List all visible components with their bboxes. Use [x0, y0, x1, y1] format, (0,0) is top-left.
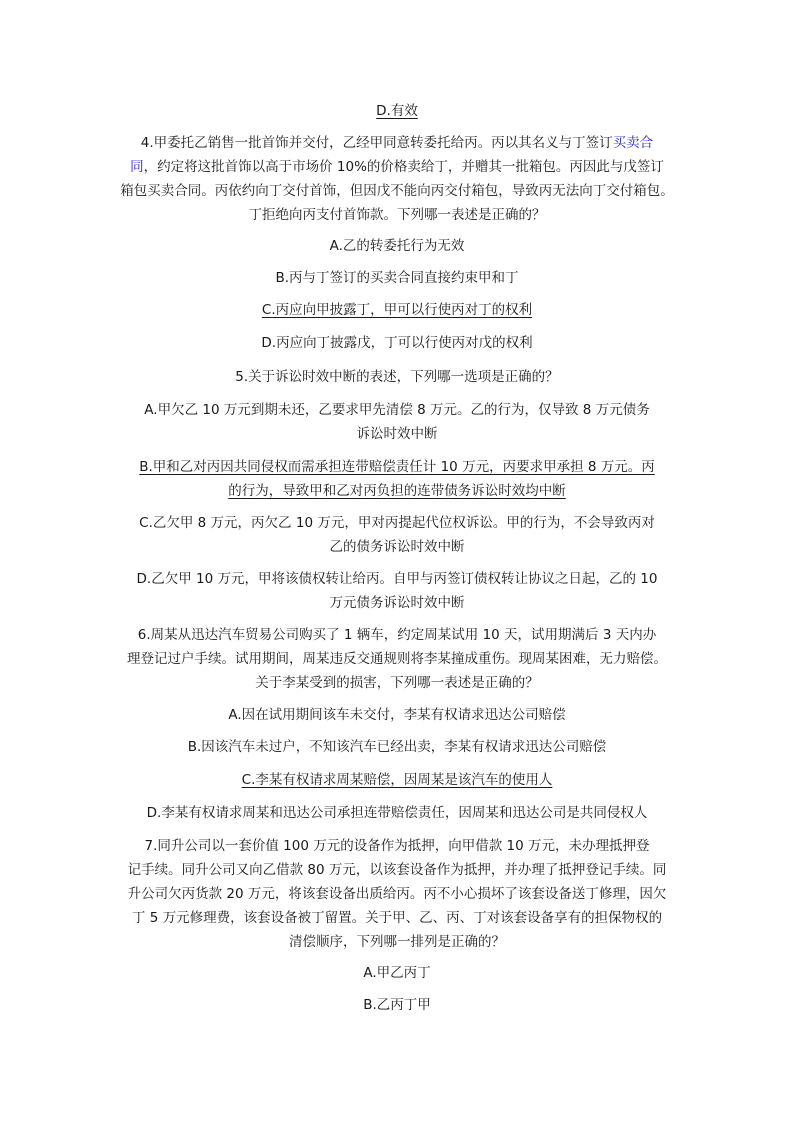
- q4-stem-line-2: [0, 157, 794, 177]
- q4-option-c: [0, 300, 794, 320]
- q4-stem-line-3: 箱包买卖合同。丙依约向丁交付首饰，但因戊不能向丙交付箱包，导致丙无法向丁交付箱包。: [120, 183, 674, 199]
- q5-option-b-text: 的行为，导致甲和乙对丙负担的连带债务诉讼时效均中断: [228, 483, 566, 499]
- q5-option-b-text: B.甲和乙对丙因共同侵权而需承担连带赔偿责任计 10 万元，丙要求甲承担 8 万元。丙: [139, 459, 655, 475]
- q5-option-a-line-1: A.甲欠乙 10 万元到期未还，乙要求甲先清偿 8 万元。乙的行为，仅导致 8 万元债务: [144, 402, 650, 418]
- q6-stem-line-3: 关于李某受到的损害，下列哪一表述是正确的？: [255, 675, 539, 691]
- q6-stem-line-2: 理登记过户手续。试用期间，周某违反交通规则将李某撞成重伤。现周某困难，无力赔偿。: [127, 651, 667, 667]
- q5-option-d-line-1: D.乙欠甲 10 万元，甲将该债权转让给丙。自甲与丙签订债权转让协议之日起，乙的 10: [136, 571, 658, 587]
- contract-link[interactable]: 买卖合: [612, 135, 654, 151]
- q4-option-a: A.乙的转委托行为无效: [329, 238, 465, 254]
- q6-option-c: [0, 770, 794, 790]
- q5-option-c-line-1: C.乙欠甲 8 万元，丙欠乙 10 万元，甲对丙提起代位权诉讼。甲的行为，不会导致丙对: [139, 515, 655, 531]
- q4-option-d: D.丙应向丁披露戊，丁可以行使丙对戊的权利: [261, 335, 533, 351]
- q5-option-d-line-2: 万元债务诉讼时效中断: [329, 595, 465, 611]
- q4-option-c-text: C.丙应向甲披露丁，甲可以行使丙对丁的权利: [261, 302, 533, 318]
- q7-stem-line-4: 丁 5 万元修理费，该套设备被丁留置。关于甲、乙、丙、丁对该套设备享有的担保物权的: [131, 910, 663, 926]
- q7-stem-line-3: 升公司欠丙货款 20 万元，将该套设备出质给丙。丙不小心损坏了该套设备送丁修理，因欠: [127, 886, 667, 902]
- q4-option-b: B.丙与丁签订的买卖合同直接约束甲和丁: [275, 270, 519, 286]
- q6-option-a: A.因在试用期间该车未交付，李某有权请求迅达公司赔偿: [228, 707, 566, 723]
- q5-option-b-line-2: [0, 481, 794, 501]
- q4-stem-line-4: 丁拒绝向丙支付首饰款。下列哪一表述是正确的？: [248, 207, 546, 223]
- q7-stem-line-2: 记手续。同升公司又向乙借款 80 万元，以该套设备作为抵押，并办理了抵押登记手续。同: [127, 862, 667, 878]
- q5-option-b-line-1: [0, 457, 794, 477]
- q6-option-d: D.李某有权请求周某和迅达公司承担连带赔偿责任，因周某和迅达公司是共同侵权人: [146, 805, 648, 821]
- q5-option-a-line-2: 诉讼时效中断: [356, 426, 438, 442]
- q6-option-c-text: C.李某有权请求周某赔偿，因周某是该汽车的使用人: [241, 772, 553, 788]
- contract-link-continued[interactable]: 同: [130, 159, 144, 175]
- q4-stem-text: 4.甲委托乙销售一批首饰并交付，乙经甲同意转委托给丙。丙以其名义与丁签订: [140, 135, 613, 151]
- q4-stem-text: ，约定将这批首饰以高于市场价 10%的价格卖给丁，并赠其一批箱包。丙因此与戊签订: [143, 159, 664, 175]
- q7-stem-line-5: 清偿顺序，下列哪一排列是正确的？: [289, 934, 505, 950]
- q7-option-a: A.甲乙丙丁: [363, 965, 431, 981]
- q7-stem-line-1: 7.同升公司以一套价值 100 万元的设备作为抵押，向甲借款 10 万元，未办理抵押登: [144, 838, 650, 854]
- q5-option-c-line-2: 乙的债务诉讼时效中断: [329, 539, 465, 555]
- q3-option-d: [0, 101, 794, 121]
- q6-option-b: B.因该汽车未过户，不知该汽车已经出卖，李某有权请求迅达公司赔偿: [187, 739, 607, 755]
- q4-stem-line-1: [0, 133, 794, 153]
- q3-option-d-text: D.有效: [376, 103, 418, 119]
- q7-option-b: B.乙丙丁甲: [363, 997, 431, 1013]
- q5-stem: 5.关于诉讼时效中断的表述，下列哪一选项是正确的？: [235, 369, 559, 385]
- q6-stem-line-1: 6.周某从迅达汽车贸易公司购买了 1 辆车，约定周某试用 10 天，试用期满后 3 天内办: [137, 627, 657, 643]
